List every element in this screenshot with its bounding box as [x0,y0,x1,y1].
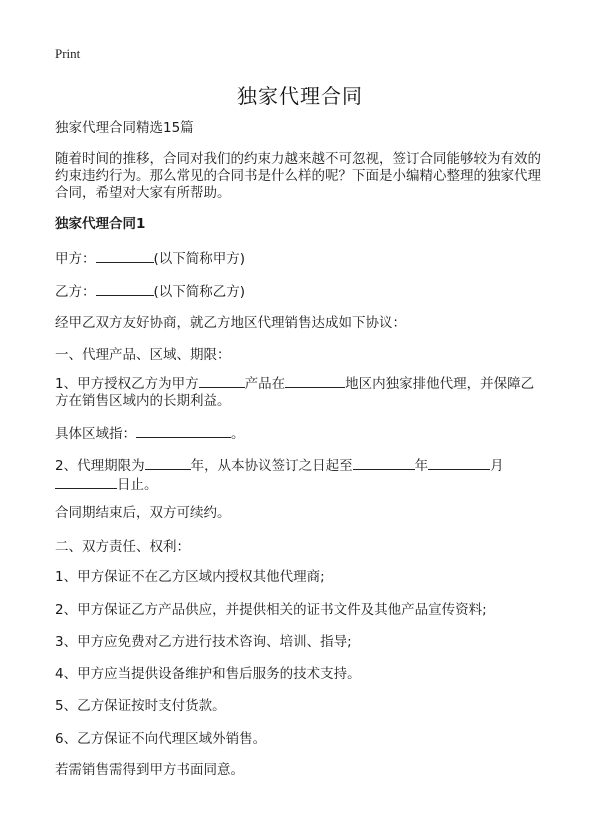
party-a-label: 甲方： [55,251,96,267]
section-two-item-2: 2、甲方保证乙方产品供应，并提供相关的证书文件及其他产品宣传资料; [55,602,487,618]
document-subtitle: 独家代理合同精选15篇 [55,120,194,136]
section-two-item-5: 5、乙方保证按时支付货款。 [55,698,226,714]
section-two-item-3: 3、甲方应免费对乙方进行技术咨询、培训、指导; [55,634,352,650]
party-a-suffix: (以下简称甲方) [153,251,246,267]
document-title: 独家代理合同 [237,84,363,108]
party-a-blank[interactable] [96,249,154,263]
renewal-line: 合同期结束后，双方可续约。 [55,505,231,521]
item2-text-a: 2、代理期限为 [55,458,145,474]
item2-text-e: 日止。 [117,477,158,493]
region-blank[interactable] [136,424,231,438]
item2-text-b: 年，从本协议签订之日起至 [190,458,353,474]
item1-text-a: 1、甲方授权乙方为甲方 [55,376,199,392]
party-b-blank[interactable] [96,282,154,296]
item2-text-d: 月 [490,458,504,474]
region-line [55,424,555,443]
item2-text-c: 年 [414,458,429,474]
intro-paragraph: 随着时间的推移，合同对我们的约束力越来越不可忽视，签订合同能够较为有效的约束违约行为。那么常见的合同书是什么样的呢？下面是小编精心整理的独家代理合同，希望对大家有所帮助。 [55,151,541,201]
party-a-line [55,249,555,268]
region-end: 。 [231,426,245,442]
print-label[interactable]: Print [55,46,81,61]
party-b-label: 乙方： [55,284,96,300]
section-one-heading: 一、代理产品、区域、期限： [55,347,231,363]
section-heading: 独家代理合同1 [55,216,146,232]
section-two-item-4: 4、甲方应当提供设备维护和售后服务的技术支持。 [55,666,361,682]
end-year-blank[interactable] [353,456,415,470]
end-day-blank[interactable] [55,475,117,489]
section-two-heading: 二、双方责任、权利： [55,539,190,555]
region-label: 具体区域指： [55,426,136,442]
section-two-item-6: 6、乙方保证不向代理区域外销售。 [55,731,267,747]
party-b-suffix: (以下简称乙方) [153,284,246,300]
agreement-intro: 经甲乙双方友好协商，就乙方地区代理销售达成如下协议： [55,315,406,331]
product-blank[interactable] [199,374,245,388]
section-two-item-1: 1、甲方保证不在乙方区域内授权其他代理商; [55,569,325,585]
area-blank[interactable] [285,374,345,388]
end-month-blank[interactable] [428,456,490,470]
section-one-item-1 [55,374,545,410]
sales-note: 若需销售需得到甲方书面同意。 [55,762,244,778]
item1-text-b: 产品在 [244,376,286,392]
party-b-line [55,282,555,301]
section-one-item-2 [55,456,545,494]
item1-text-c: 地区内独家排他代理，并保障乙方在销售区域内的长期利益。 [55,376,535,409]
term-years-blank[interactable] [145,456,191,470]
